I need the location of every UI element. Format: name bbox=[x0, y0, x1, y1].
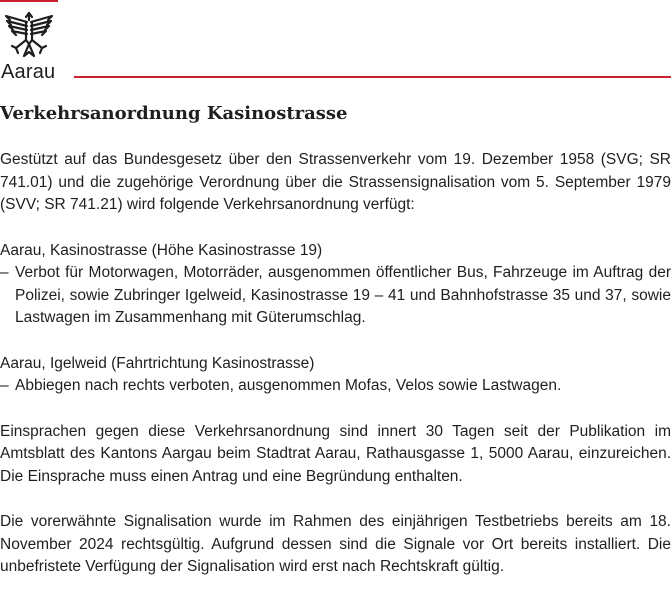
list-dash: – bbox=[0, 264, 9, 281]
list-item bbox=[0, 262, 671, 330]
logo-top-rule bbox=[0, 0, 58, 2]
section-heading: Aarau, Kasinostrasse (Höhe Kasinostrasse 19) bbox=[0, 241, 323, 259]
objection-paragraph: Einsprachen gegen diese Verkehrsanordnung sind innert 30 Tagen seit der Publikation im Amtsblatt des Kantons Aargau beim Stadtrat Aarau, Rathausgasse 1, 5000 Aarau, einzureichen. Die Einsprache muss einen Antrag und eine Begründung enthalten. bbox=[0, 422, 671, 485]
list-dash: – bbox=[0, 377, 9, 394]
list-item-text: Abbiegen nach rechts verboten, ausgenommen Mofas, Velos sowie Lastwagen. bbox=[15, 377, 562, 394]
header-rule bbox=[74, 76, 671, 78]
section-heading: Aarau, Igelweid (Fahrtrichtung Kasinostrasse) bbox=[0, 354, 315, 372]
document-title: Verkehrsanordnung Kasinostrasse bbox=[0, 103, 348, 124]
page-header bbox=[0, 0, 671, 84]
list-item-text: Verbot für Motorwagen, Motorräder, ausgenommen öffentlicher Bus, Fahrzeuge im Auftrag der Polizei, sowie Zubringer Igelweid, Kasinostrasse 19 – 41 und Bahnhofstrasse 35 und 37, sowie Lastwagen im Zusammenhang mit Güterumschlag. bbox=[15, 264, 671, 326]
logo-text: Aarau bbox=[1, 61, 56, 83]
document-body bbox=[0, 101, 671, 579]
eagle-icon bbox=[2, 10, 56, 60]
list-item bbox=[0, 375, 671, 398]
section-igelweid bbox=[0, 353, 671, 398]
closing-paragraph: Die vorerwähnte Signalisation wurde im Rahmen des einjährigen Testbetriebs bereits am 18. November 2024 rechtsgültig. Aufgrund dessen sind die Signale vor Ort bereits installiert. Die unbefristete Verfügung der Signalisation wird erst nach Rechtskraft gültig. bbox=[0, 513, 671, 575]
section-kasinostrasse bbox=[0, 240, 671, 330]
intro-paragraph: Gestützt auf das Bundesgesetz über den Strassenverkehr vom 19. Dezember 1958 (SVG; SR 741.01) und die zugehörige Verordnung über die Strassensignalisation vom 5. September 1979 (SVV; SR 741.21) wird folgende Verkehrsanordnung verfügt: bbox=[0, 151, 671, 213]
